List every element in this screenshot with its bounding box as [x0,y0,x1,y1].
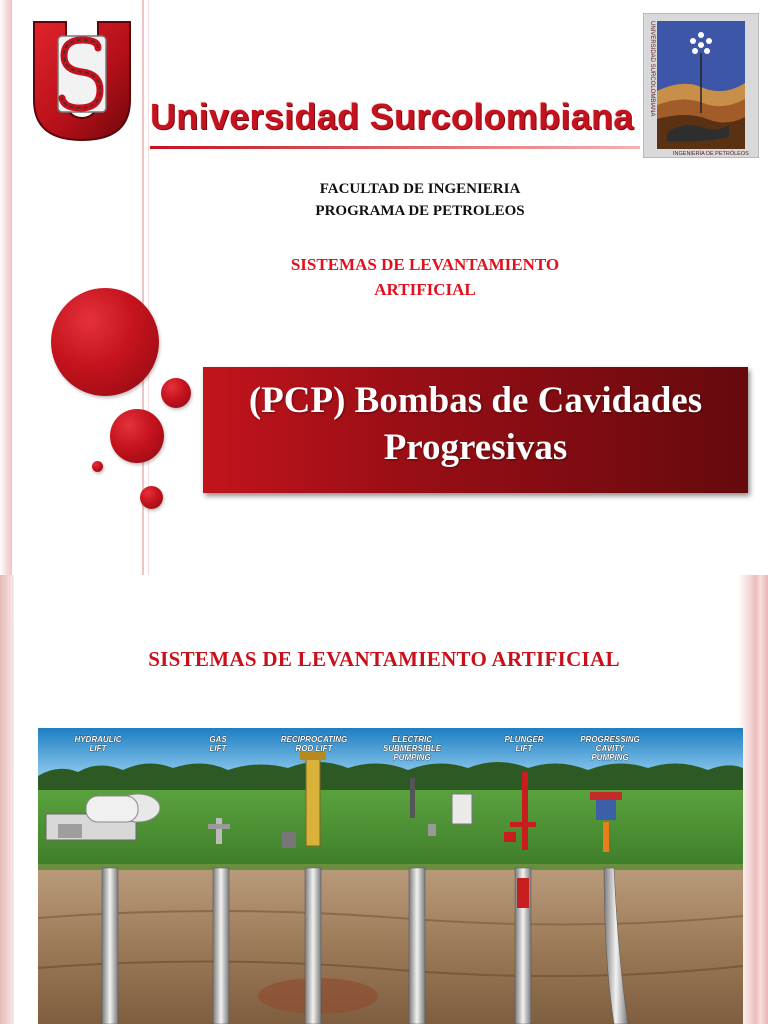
svg-text:PUMPING: PUMPING [393,753,431,762]
svg-text:HYDRAULIC: HYDRAULIC [74,735,122,744]
subtitle-line1: SISTEMAS DE LEVANTAMIENTO [290,255,560,274]
presentation-title-box [203,367,748,493]
slide-artificial-lift-systems [0,575,768,1024]
svg-text:LIFT: LIFT [515,744,533,753]
svg-text:ELECTRIC: ELECTRIC [392,735,432,744]
left-accent-bar [0,0,12,575]
svg-text:ROD LIFT: ROD LIFT [295,744,333,753]
decorative-circle-icon [110,409,164,463]
logo-top-text: UNIVERSIDAD SURCOLOMBIANA [649,21,655,117]
left-accent-bar [0,575,14,1024]
presentation-title-line1: (PCP) Bombas de Cavidades [248,380,703,421]
program-name: PROGRAMA DE PETROLEOS [315,203,525,219]
logo-bottom-text: INGENIERÍA DE PETRÓLEOS [673,151,749,157]
svg-text:GAS: GAS [209,735,227,744]
svg-text:CAVITY: CAVITY [595,744,625,753]
svg-text:SUBMERSIBLE: SUBMERSIBLE [382,744,442,753]
decorative-circle-icon [92,461,103,472]
svg-text:PLUNGER: PLUNGER [504,735,544,744]
subtitle-line2: ARTIFICIAL [374,280,476,299]
svg-text:RECIPROCATING: RECIPROCATING [280,735,348,744]
decorative-circle-icon [161,378,191,408]
university-underline [150,146,640,149]
faculty-name: FACULTAD DE INGENIERIA [319,181,521,197]
university-name: Universidad Surcolombiana [150,96,634,137]
artificial-lift-diagram [38,728,743,1024]
svg-text:LIFT: LIFT [209,744,227,753]
slide-title: SISTEMAS DE LEVANTAMIENTO ARTIFICIAL [148,647,620,671]
presentation-title-line2: Progresivas [383,427,568,468]
decorative-circle-icon [140,486,163,509]
petroleum-engineering-logo-icon [643,13,759,158]
svg-text:PUMPING: PUMPING [591,753,629,762]
decorative-circle-icon [51,288,159,396]
label-gas-lift [209,735,227,753]
svg-text:LIFT: LIFT [89,744,107,753]
svg-text:PROGRESSING: PROGRESSING [580,735,640,744]
usco-logo-icon [28,14,136,144]
